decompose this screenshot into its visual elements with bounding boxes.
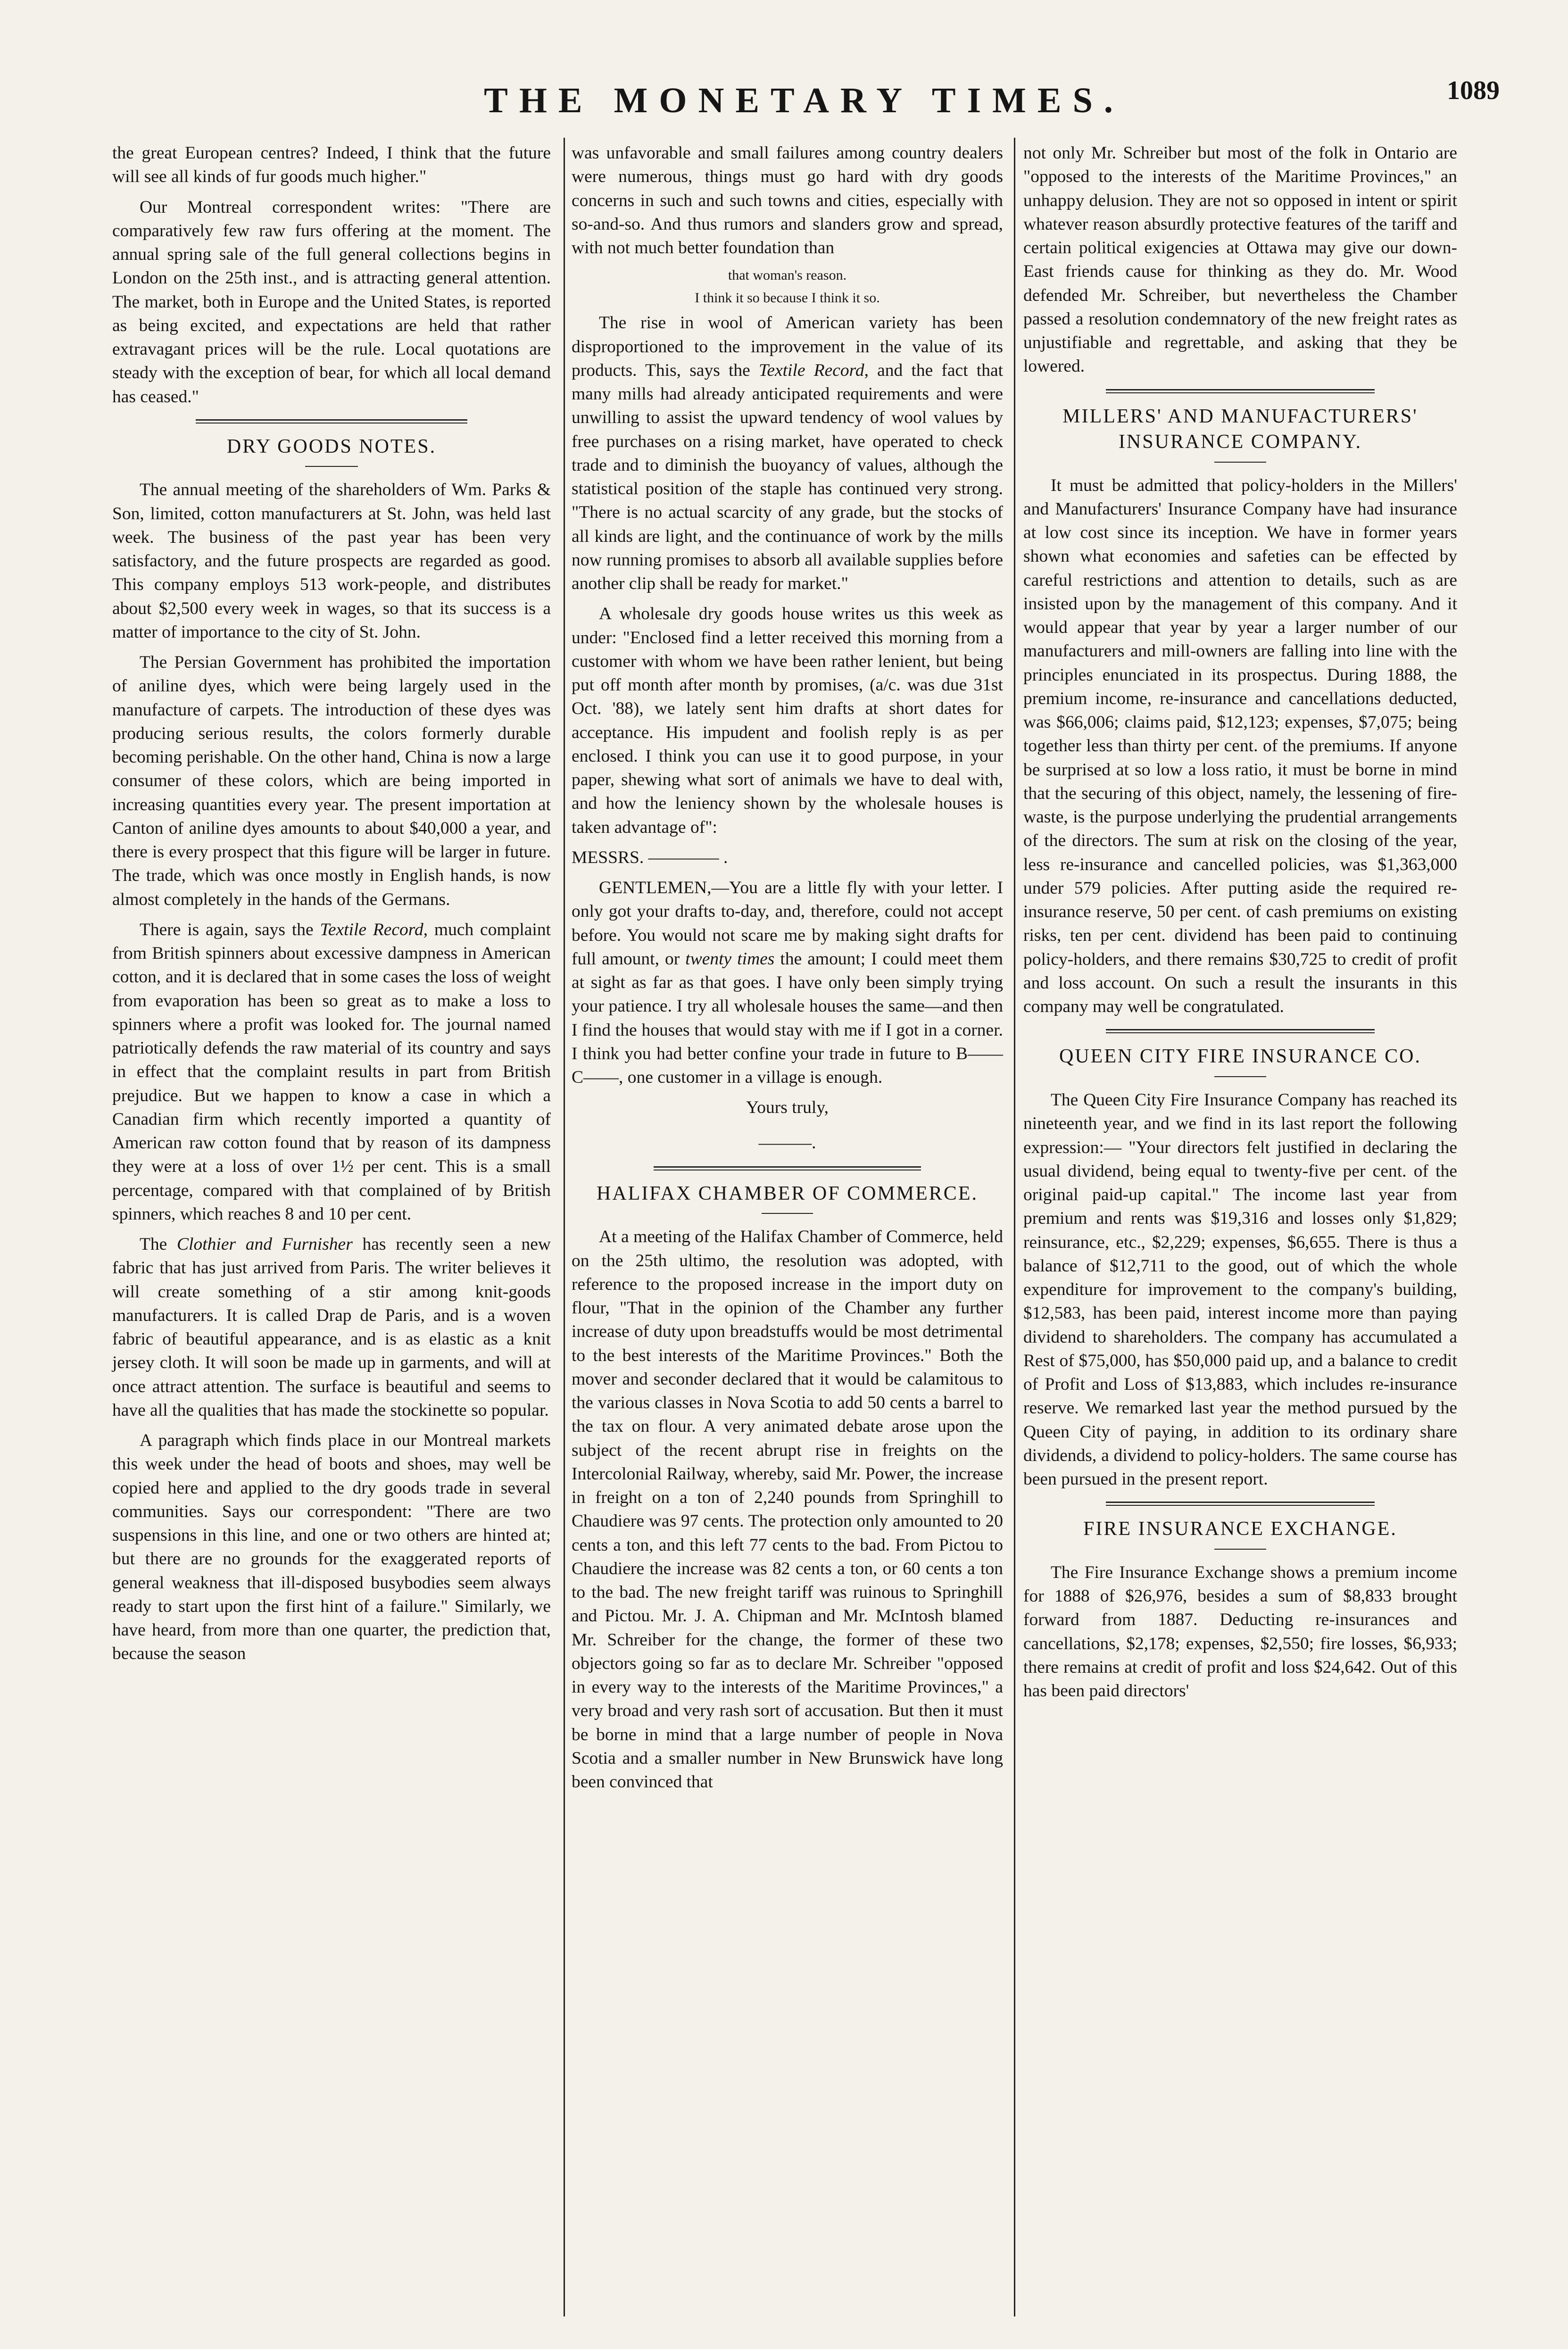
section-rule (1106, 1029, 1375, 1033)
column-3 (1023, 141, 1457, 1710)
section-heading-queen-city: QUEEN CITY FIRE INSURANCE CO. (1059, 1046, 1421, 1068)
text-run: has recently seen a new fabric that has just arrived from Paris. The writer believes it will create something of a stir among knit-goods manufacturers. It is called Drap de Paris, and is a woven fabric of beautiful appearance, and is as elastic as a knit jersey cloth. It will soon be made up in garments, and will at once attract attention. The surface is beautiful and seems to have all the qualities that has made the stockinette so popular. (112, 1235, 551, 1420)
text-run: The rise in wool of American variety has been disproportioned to the improvement in the value of its products. This, says the (572, 313, 1003, 380)
letter-signature: ———. (758, 1133, 816, 1153)
paragraph: The Persian Government has prohibited the importation of aniline dyes, which were being largely used in the manufacture of carpets. The introduction of these dyes was producing serious results, the colors formerly durable becoming perishable. On the other hand, China is now a large consumer of these colors, which are being imported in increasing quantities every year. The present importation at Canton of aniline dyes amounts to about $40,000 a year, and there is every prospect that this figure will be larger in future. The trade, which was once mostly in English hands, is now almost completely in the hands of the Germans. (112, 653, 551, 909)
text-run: , much complaint from British spinners about excessive dampness in American cotton, and it is declared that in some cases the loss of weight from evaporation has been so great as to make a loss to spinners where a profit was looked for. The journal named patriotically defends the raw material of its country and says in effect that the complaint results in part from British prejudice. But we happen to know a case in which a Canadian firm which recently imported a quantity of American raw cotton found that by reason of its dampness they were at a loss of over 1½ per cent. This is a small percentage, compared with that complained of by British spinners, which reaches 8 and 10 per cent. (112, 920, 551, 1224)
letter-body (572, 876, 1003, 1089)
text-run: The (140, 1235, 177, 1254)
paragraph: A wholesale dry goods house writes us this week as under: "Enclosed find a letter received this morning from a customer with whom we have been rather lenient, but being put off month after month by promises, (a/c. was due 31st Oct. '88), we lately sent him drafts at short dates for acceptance. His impudent and foolish reply is as per enclosed. I think you can use it to good purpose, in your paper, shewing what sort of animals we have to deal with, and how the leniency shown by the wholesale houses is taken advantage of": (572, 604, 1003, 837)
paragraph: The annual meeting of the shareholders of Wm. Parks & Son, limited, cotton manufacturers at St. John, was held last week. The business of the past year has been very satisfactory, and the future prospects are regarded as good. This company employs 513 work-people, and distributes about $2,500 every week in wages, so that its success is a matter of importance to the city of St. John. (112, 480, 551, 642)
paragraph: not only Mr. Schreiber but most of the folk in Ontario are "opposed to the interests of the Maritime Provinces," an unhappy delusion. They are not so opposed in intent or spirit whatever reason absurdly protective features of the tariff and certain political exigencies at Ottawa may give our down-East friends cause for thinking as they do. Mr. Wood defended Mr. Schreiber, but nevertheless the Chamber passed a resolution condemnatory of the new freight rates as unjustifiable and regrettable, and asking that they be lowered. (1023, 143, 1457, 376)
paragraph: the great European centres? Indeed, I think that the future will see all kinds of fur goods much higher." (112, 143, 551, 187)
letter-closing: Yours truly, (746, 1098, 829, 1118)
section-rule (1106, 1502, 1375, 1506)
text-run: GENTLEMEN,—You are a little fly with your letter. I only got your drafts to-day, and, therefore, could not accept before. You would not scare me by making sight drafts for full amount, or (572, 878, 1003, 969)
column-rule-1 (564, 138, 565, 2316)
paragraph (572, 311, 1003, 596)
section-heading-millers: MILLERS' AND MANUFACTURERS' INSURANCE COMPANY. (1062, 405, 1418, 453)
emphasis: twenty times (685, 949, 775, 969)
paragraph (112, 918, 551, 1226)
text-run: the amount; I could meet them at sight as far as that goes. I have only been simply trying your patience. I try all wholesale houses the same—and then I find the houses that would stay with me if I got in a corner. I think you had better confine your trade in future to B—— C——, one customer in a village is enough. (572, 949, 1004, 1087)
quote-line: that woman's reason. (728, 267, 847, 283)
text-run: , and the fact that many mills had already anticipated requirements and were unwilling to assist the upward tendency of wool values by free purchases on a rising market, have operated to check trade and to diminish the buoyancy of values, although the statistical position of the staple has continued very strong. "There is no actual scarcity of any grade, but the stocks of all kinds are light, and the continuance of work by the mills now running promises to absorb all available supplies before another clip shall be ready for market." (572, 360, 1004, 593)
letter-salutation: MESSRS. ———— . (572, 847, 728, 867)
paragraph (112, 1233, 551, 1422)
section-rule (196, 419, 468, 423)
section-heading-dry-goods: DRY GOODS NOTES. (226, 435, 437, 457)
paragraph: The Queen City Fire Insurance Company has reached its nineteenth year, and we find in its last report the following expression:— "Your directors felt justified in declaring the usual dividend, being equal to twenty-five per cent. of the original paid-up capital." The income last year from premium and rents was $19,316 and losses only $1,829; reinsurance, etc., $2,229; expenses, $6,655. There is thus a balance of $12,711 to the good, out of which the whole expenditure for improvement to the company's building, $12,583, has been paid, interest income more than paying dividend to shareholders. The company has accumulated a Rest of $75,000, has $50,000 paid up, and a balance to credit of Profit and Loss of $13,883, which includes re-insurance reserve. We remarked last year the method pursued by the Queen City of paying, in addition to its ordinary share dividends, a dividend to policy-holders. The same course has been pursued in the present report. (1023, 1090, 1457, 1489)
column-rule-2 (1014, 138, 1015, 2316)
page-number: 1089 (1447, 76, 1500, 105)
column-2 (572, 141, 1003, 1801)
publication-name: Clothier and Furnisher (177, 1235, 353, 1254)
section-rule (654, 1166, 921, 1170)
publication-name: Textile Record (320, 920, 423, 939)
section-rule (1214, 1549, 1266, 1550)
section-rule (1214, 1076, 1266, 1077)
masthead (108, 76, 1500, 123)
paragraph: Our Montreal correspondent writes: "There are comparatively few raw furs offering at the moment. The annual spring sale of the full general collections begins in London on the 25th inst., and is attracting general attention. The market, both in Europe and the United States, is reported as being excited, and expectations are held that rather extravagant prices will be the rule. Local quotations are steady with the exception of bear, for which all local demand has ceased." (112, 197, 551, 407)
paragraph: At a meeting of the Halifax Chamber of Commerce, held on the 25th ultimo, the resolution was adopted, with reference to the proposed increase in the import duty on flour, "That in the opinion of the Chamber any further increase of duty upon breadstuffs would be most detrimental to the best interests of the Maritime Provinces." Both the mover and seconder declared that it would be calamitous to the various classes in Nova Scotia to add 50 cents a barrel to the tax on flour. A very animated debate arose upon the subject of the recent abrupt rise in freights on the Intercolonial Railway, whereby, said Mr. Power, the increase in freight on a ton of 2,240 pounds from Springhill to Chaudiere was 97 cents. The protection only amounted to 20 cents a ton, and this left 77 cents to the bad. From Pictou to Chaudiere the increase was 82 cents a ton, or 60 cents a ton to the bad. The new freight tariff was ruinous to Springhill and Pictou. Mr. J. A. Chipman and Mr. McIntosh blamed Mr. Schreiber for the change, the former of these two objectors going so far as to declare Mr. Schreiber "opposed in every way to the interests of the Maritime Provinces," a very broad and very rash sort of accusation. But then it must be borne in mind that a large number of people in Nova Scotia and a smaller number in New Brunswick have long been convinced that (572, 1227, 1003, 1792)
paragraph: A paragraph which finds place in our Montreal markets this week under the head of boots and shoes, may well be copied here and applied to the dry goods trade in several communities. Says our correspondent: "There are two suspensions in this line, and one or two others are hinted at; but there are no grounds for the exaggerated reports of general weakness that ill-disposed busybodies seem always ready to start upon the first hint of a failure." Similarly, we have heard, from more than one quarter, the prediction that, because the season (112, 1431, 551, 1664)
text-run: There is again, says the (140, 920, 320, 939)
section-heading-halifax: HALIFAX CHAMBER OF COMMERCE. (597, 1182, 978, 1204)
publication-name: Textile Record (758, 360, 864, 380)
paragraph: was unfavorable and small failures among country dealers were numerous, things must go hard with dry goods concerns in such and such towns and cities, especially with so-and-so. And thus rumors and slanders grow and spread, with not much better foundation than (572, 143, 1003, 257)
paragraph: The Fire Insurance Exchange shows a premium income for 1888 of $26,976, besides a sum of $8,833 brought forward from 1887. Deducting re-insurances and cancellations, $2,178; expenses, $2,550; fire losses, $6,933; there remains at credit of profit and loss $24,642. Out of this has been paid directors' (1023, 1562, 1457, 1701)
paragraph: It must be admitted that policy-holders in the Millers' and Manufacturers' Insurance Company have had insurance at low cost since its inception. We have in former years shown what economies and safeties can be effected by careful restrictions and attention to details, such as are insisted upon by the management of this company. And it would appear that year by year a larger number of our manufacturers and mill-owners are falling into line with the principles enunciated in its prospectus. During 1888, the premium income, re-insurance and cancellations deducted, was $66,006; claims paid, $12,123; expenses, $7,075; being together less than thirty per cent. of the premiums. If anyone be surprised at so low a loss ratio, it must be borne in mind that the securing of this object, namely, the lessening of fire-waste, is the purpose underlying the prudential arrangements of the directors. The sum at risk on the closing of the year, less re-insurance and cancelled policies, was $1,363,000 under 579 policies. After putting aside the required re-insurance reserve, 50 per cent. of cash premiums on existing risks, ten per cent. dividend has been paid to continuing policy-holders, and there remains $30,725 to credit of profit and loss account. On such a result the insurants in this company may well be congratulated. (1023, 475, 1457, 1017)
section-rule (1106, 389, 1375, 393)
section-rule (762, 1213, 813, 1214)
section-heading-fire-exchange: FIRE INSURANCE EXCHANGE. (1083, 1518, 1397, 1540)
section-rule (1214, 462, 1266, 463)
newspaper-title: THE MONETARY TIMES. (484, 81, 1124, 120)
quote-line: I think it so because I think it so. (695, 290, 880, 306)
column-1 (112, 141, 551, 1673)
section-rule (305, 466, 358, 467)
